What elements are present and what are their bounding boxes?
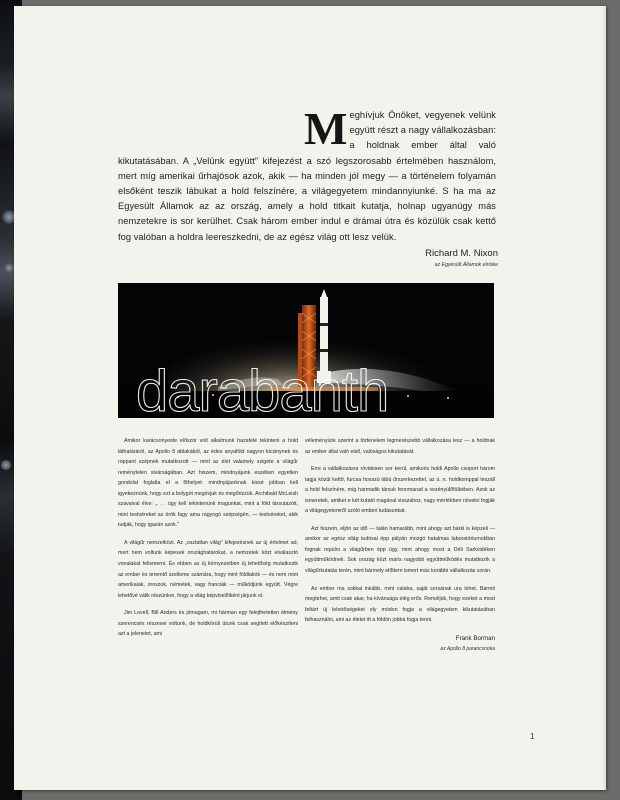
right-column [305, 436, 495, 655]
page-number: 1 [530, 732, 535, 741]
right-paragraph-1: véleményünk szerint a történelem legmerészebb vállalkozása lesz — a holdnak az ember által való első, valóságos kikutatását. [305, 438, 495, 455]
intro-text-block [118, 103, 496, 245]
signature-name: Richard M. Nixon [425, 248, 498, 259]
left-paragraph-1: Amikor karácsonyeste először volt alkalmunk hazafelé tekinteni a hold láthatáráról, az Apollo 8 ablakából, az édes anyaföld nagyon kicsinynek és roppant szépnek mutatkozott — mint az élet valamely szigete a világűr reménytelen sivárságában. Azt hiszem, mindnyájunk eszében egyetlen gondolat foglalta el a főhelyet: mindnyájunknak kissé jobban kell igyekeznünk, hogy ezt a bolygót megóvjuk és megőrizzük. Archibald McLeish szavaival élve: „. . . úgy kell tekintenünk magunkat, mint a föld társutazóit, mint testvéreket az örök fagy ama ragyogó szépségén, — testvéreket, akik tudják, hogy igazán azok.” [118, 438, 298, 529]
signature-block [360, 248, 498, 268]
right-paragraph-2: Erre a vállalkozásra rövidesen sor kerül, amikoris holdi Apollo csoport három tagja közül kettő, furcsa hosszú lábú űrszerkezettel, az ú. n. holdkomppal leszáll a hold felszínére, míg harmadik társuk fennmarad a vezényülőfülkében. Azok az ismeretek, amiket e két kutató magával visszahoz, nagy mértékben növelni fogják a világegyetemről szóló emberi tudásunkat. [305, 466, 495, 515]
signature-role: az Egyesült Államok elnöke [434, 262, 498, 268]
author-role: az Apollo 8 parancsnoka [440, 646, 495, 653]
watermark: darabanth [136, 359, 389, 424]
intro-text: eghívjuk Önöket, vegyenek velünk együtt részt a nagy vállalkozásban: a holdnak ember által való kikutatásában. A „Velünk együtt” kifejezést a szó legszorosabb értelmében használom, mert míg amerikai űrhajósok azok, akik — ha minden jól megy — a történelem folyamán elsőként teszik lábukat a hold felszínére, a világegyetem mindannyiunké. S ha ma az Egyesült Államok az az ország, amely a hold titkait kutatja, holnap ugyanúgy más nemzetekre is sor kerülhet. Csak három ember indul e drámai útra és közülük csak kettő fog valóban a holdra leereszkedni, de az egész világ ott lesz velük. [118, 110, 496, 242]
left-column [118, 436, 298, 647]
right-paragraph-3: Azt hiszem, eljön az idő — talán hamarább, mint ahogy azt bárki is képzeli — amikor az egész világ tudósai épp pályán mozgó hatalmas laboratóriumokban fognak repülni a világűrben épp úgy, mint ahogy most a Déli Sarkvidéken együttműködnek. Sok ország közt máris nagyobb együttműködés mutatkozik a világűrkutatás terén, mint bármely előttem ismert más korábbi vállalkozás során. [305, 525, 495, 575]
right-paragraph-4: Az ember ma sokkal inkább, mint valaha, saját sorsának ura lehet. Bármit megtehet, amit csak akar, ha kívánsága elég erős. Reméljük, hogy ezeket a most feltárt új lehetőségeket oly módon fogja a világegyetem kikutatásában felhasználni, ami az életet itt a földön jobbá fogja tenni. [305, 585, 495, 624]
left-paragraph-2: A világűr nemzetközi. Az „osztatlan világ” kifejezésnek az új értelmet ad, mert nem voltunk képesek országhatárokat, a nemzetek közt elválasztó vonalakat felismerni. És ebben az új környezetben új lehetőség mutatkozik az ember és teremtő szelleme számára, hogy mint földlakók — és nem mint amerikaiak, oroszok, németek, vagy franciák — működjünk együtt. Végre lehetővé válik részünkre, hogy a világ képviselőiként járjunk el. [118, 539, 298, 599]
drop-cap: M [304, 103, 348, 154]
author-block [305, 634, 495, 655]
left-paragraph-3: Jim Lovell, Bill Anders és jómagam, mi hárman egy felejthetetlen élmény szerencsés részesei voltunk, de holdkörüli útunk csak segített előkészíteni azt a jelenetet, ami [118, 610, 298, 638]
author-name: Frank Borman [455, 634, 495, 642]
